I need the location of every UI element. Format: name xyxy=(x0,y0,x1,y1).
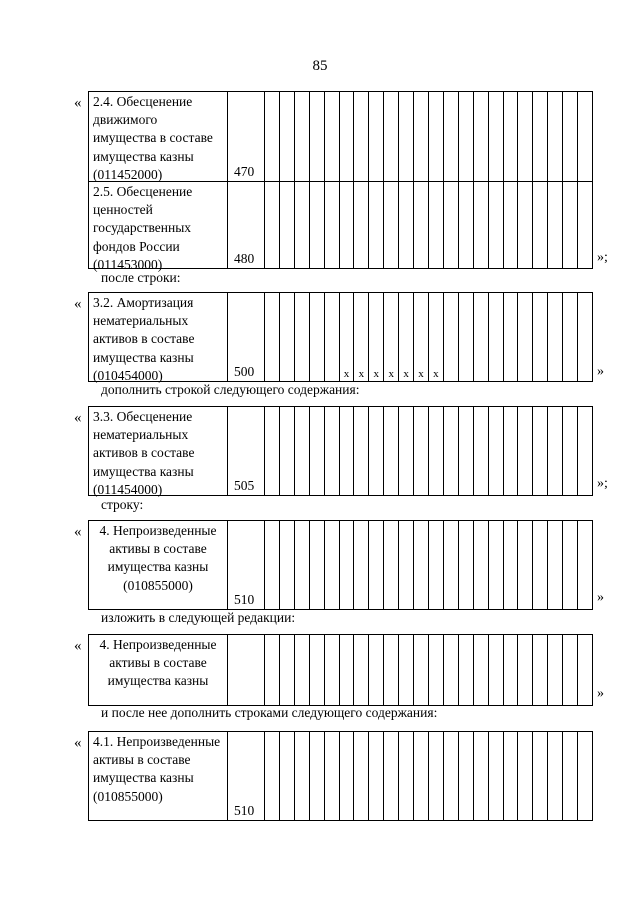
open-quote: « xyxy=(74,95,82,111)
x-mark: x xyxy=(433,368,439,380)
row-label: 3.2. Амортизация нематериальных активов в составе имущества казны (010454000) xyxy=(89,293,228,381)
row-label: 4.1. Непроизведенные активы в составе имущества казны (010855000) xyxy=(89,732,228,820)
row-code: 470 xyxy=(234,164,255,179)
open-quote: « xyxy=(74,296,82,312)
value-columns xyxy=(265,407,592,495)
row-code: 505 xyxy=(234,478,255,493)
table-block-5 xyxy=(88,634,593,706)
table-block-4 xyxy=(88,520,593,610)
row-code-cell xyxy=(228,732,265,820)
row-code: 480 xyxy=(234,251,255,266)
row-code-cell xyxy=(228,635,265,705)
row-code: 510 xyxy=(234,592,255,607)
instruction-text: изложить в следующей редакции: xyxy=(101,610,296,625)
value-columns xyxy=(265,521,592,609)
row-label: 2.5. Обесценение ценностей государственных фондов России (011453000) xyxy=(89,181,227,268)
page-number: 85 xyxy=(312,58,328,74)
row-label-cell xyxy=(89,92,228,272)
close-quote: » xyxy=(597,590,604,605)
x-mark: x xyxy=(418,368,424,380)
row-label: 2.4. Обесценение движимого имущества в составе имущества казны (011452000) xyxy=(93,94,213,182)
x-mark: x xyxy=(343,368,350,380)
table-block-1 xyxy=(88,91,593,272)
open-quote: « xyxy=(74,638,82,654)
value-columns xyxy=(265,293,592,381)
open-quote: « xyxy=(74,735,82,751)
table-block-2 xyxy=(88,292,593,382)
instruction-text: строку: xyxy=(101,497,144,512)
value-columns xyxy=(265,92,592,268)
x-mark: x xyxy=(358,368,365,380)
row-code-cell xyxy=(228,407,265,495)
row-label: 4. Непроизведенные активы в составе имущества казны (010855000) xyxy=(89,521,228,609)
row-label: 4. Непроизведенные активы в составе имущества казны xyxy=(89,635,228,705)
close-quote: » xyxy=(597,686,604,701)
close-quote: »; xyxy=(597,476,608,491)
row-code-cell xyxy=(228,521,265,609)
open-quote: « xyxy=(74,410,82,426)
instruction-text: дополнить строкой следующего содержания: xyxy=(101,382,360,397)
x-mark: x xyxy=(388,368,394,380)
row-code: 510 xyxy=(234,803,255,818)
value-columns xyxy=(265,635,592,705)
row-code-cell xyxy=(228,92,265,268)
table-block-3 xyxy=(88,406,593,496)
row-label: 3.3. Обесценение нематериальных активов в составе имущества казны (011454000) xyxy=(89,407,228,495)
row-code-cell xyxy=(228,293,265,381)
x-mark: x xyxy=(373,368,380,380)
instruction-text: после строки: xyxy=(101,270,181,285)
open-quote: « xyxy=(74,524,82,540)
x-mark: x xyxy=(403,368,409,380)
instruction-text: и после нее дополнить строками следующего содержания: xyxy=(101,705,438,720)
row-code: 500 xyxy=(234,364,255,379)
close-quote: »; xyxy=(597,250,608,265)
close-quote: » xyxy=(597,364,604,379)
table-block-6 xyxy=(88,731,593,821)
value-columns xyxy=(265,732,592,820)
